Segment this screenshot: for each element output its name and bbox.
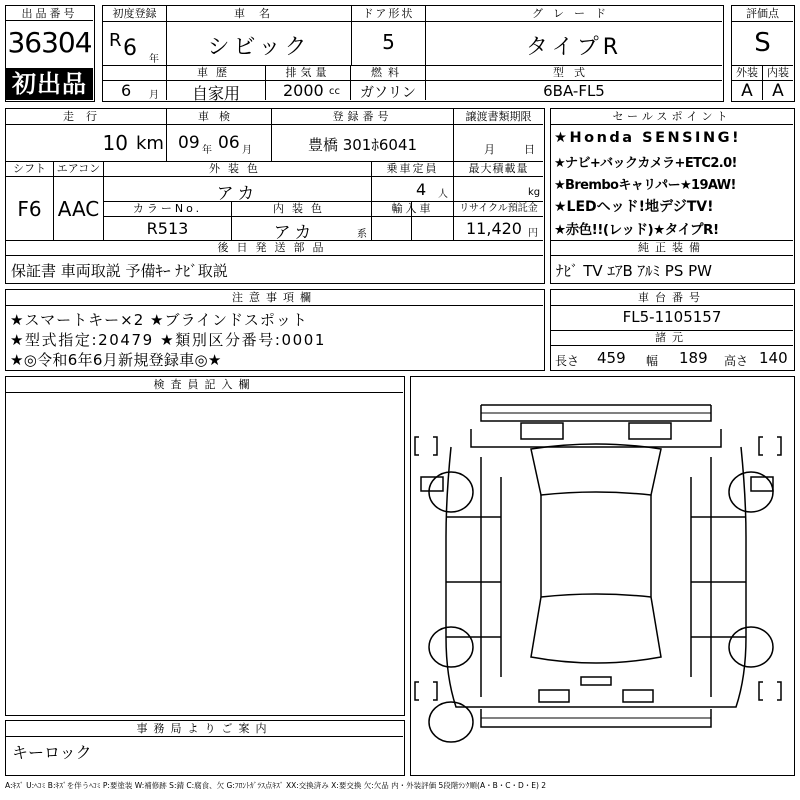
plate-label: 登録番号 — [332, 110, 393, 123]
ac: AAC — [57, 197, 100, 221]
recycle-fee: 11,420 — [466, 219, 522, 238]
width: 189 — [679, 349, 708, 367]
height: 140 — [759, 349, 788, 367]
exterior-label: 外装 — [736, 66, 758, 79]
plate: 豊橋 301ﾎ6041 — [307, 136, 418, 154]
score-label: 評価点 — [746, 7, 779, 20]
notes-label: 注意事項欄 — [232, 291, 317, 304]
notes-line-3: ★◎令和6年6月新規登録車◎★ — [10, 351, 222, 369]
lot-label: 出品番号 — [6, 6, 93, 21]
reg-year-unit: 年 — [149, 54, 159, 65]
chassis-number: FL5-1105157 — [622, 308, 722, 326]
sales-line-1: ★Honda SENSING! — [554, 130, 742, 146]
fuel: ガソリン — [360, 85, 416, 101]
chassis-label: 車台番号 — [638, 291, 706, 304]
doors-label: ドア形状 — [362, 7, 415, 20]
model-code: 6BA-FL5 — [543, 82, 605, 100]
later-parts-label: 後日発送部品 — [217, 241, 332, 254]
capacity: 4 — [416, 180, 427, 199]
shift-label: シフト — [13, 162, 46, 175]
transfer-day-unit: 日 — [524, 143, 535, 156]
ac-label: エアコン — [56, 162, 101, 175]
car-diagram-box — [410, 376, 795, 776]
height-label: 高さ — [724, 354, 749, 368]
car-name: シビック — [207, 35, 311, 60]
grade: タイプR — [525, 35, 623, 60]
chassis-box — [550, 289, 795, 371]
inspector-box — [5, 376, 405, 716]
inspection-label: 車検 — [198, 110, 240, 123]
equipment: ﾅﾋﾞ TV ｴｱB ｱﾙﾐ PS PW — [556, 262, 712, 280]
sales-points-box — [550, 108, 795, 284]
reg-year: 6 — [123, 36, 137, 61]
mileage-label: 走行 — [63, 110, 109, 123]
int-color: アカ — [273, 223, 316, 243]
mileage-unit: km — [136, 133, 164, 154]
score: S — [754, 28, 771, 58]
reg-month-unit: 月 — [149, 90, 159, 101]
reg-month: 6 — [121, 81, 132, 100]
inspection-year-unit: 年 — [202, 145, 212, 156]
lot-box — [5, 5, 95, 102]
vehicle-details-box — [5, 108, 545, 284]
era: R — [109, 30, 122, 51]
load-unit: kg — [528, 187, 541, 198]
transfer-label: 譲渡書類期限 — [465, 110, 532, 123]
score-box — [731, 5, 795, 102]
color-no-label: カラーNo. — [132, 202, 203, 215]
capacity-label: 乗車定員 — [386, 162, 439, 175]
history-label: 車歴 — [197, 66, 235, 79]
sales-line-5: ★赤色!!(レッド)★タイプR! — [554, 222, 719, 238]
int-color-label: 内装色 — [273, 202, 330, 215]
sales-line-2: ★ナビ+バックカメラ+ETC2.0! — [554, 156, 737, 171]
import-label: 輸入車 — [391, 202, 434, 215]
exterior-grade: A — [741, 81, 753, 101]
model-code-label: 型式 — [553, 66, 595, 79]
car-diagram — [411, 377, 793, 774]
int-color-unit: 系 — [357, 229, 367, 240]
notes-box — [5, 289, 545, 371]
first-reg-label: 初度登録 — [112, 7, 157, 20]
lot-number: 36304 — [7, 26, 92, 59]
car-name-label: 車名 — [234, 7, 284, 20]
width-label: 幅 — [646, 354, 659, 368]
office-label: 事務局よりご案内 — [136, 722, 273, 735]
ext-color: アカ — [216, 184, 259, 204]
inspection-month: 06 — [218, 133, 240, 153]
later-parts: 保証書 車両取説 予備ｷｰ ﾅﾋﾞ取説 — [11, 262, 228, 280]
load-label: 最大積載量 — [468, 162, 529, 175]
ext-color-label: 外装色 — [209, 162, 266, 175]
color-no: R513 — [146, 219, 189, 238]
fuel-label: 燃料 — [371, 66, 405, 79]
inspector-label: 検査員記入欄 — [153, 378, 256, 391]
capacity-unit: 人 — [438, 189, 448, 200]
sales-line-3: ★Bremboキャリパー★19AW! — [554, 178, 736, 193]
doors: 5 — [382, 30, 395, 54]
inspection-year: 09 — [178, 133, 200, 153]
first-listing-text: 初出品 — [12, 70, 87, 98]
inspection-month-unit: 月 — [242, 145, 252, 156]
interior-label: 内装 — [767, 66, 789, 79]
length: 459 — [597, 349, 626, 367]
sales-line-4: ★LEDヘッド!地デジTV! — [554, 199, 714, 215]
notes-line-1: ★スマートキー×2 ★ブラインドスポット — [10, 311, 308, 329]
interior-grade: A — [772, 81, 784, 101]
sales-label: セールスポイント — [612, 110, 732, 123]
top-info-box — [102, 5, 724, 102]
displacement-unit: cc — [329, 86, 340, 97]
equipment-label: 純正装備 — [638, 241, 706, 254]
office-box — [5, 720, 405, 776]
displacement-label: 排気量 — [285, 66, 331, 79]
recycle-unit: 円 — [528, 228, 538, 239]
shift: F6 — [17, 197, 42, 221]
displacement: 2000 — [283, 81, 324, 100]
notes-line-2: ★型式指定:20479 ★類別区分番号:0001 — [10, 331, 327, 349]
dims-label: 諸元 — [655, 331, 689, 344]
mileage: 10 — [102, 131, 128, 155]
length-label: 長さ — [555, 354, 580, 368]
office-text: キーロック — [12, 743, 92, 762]
history: 自家用 — [191, 84, 240, 103]
grade-label: グレード — [532, 7, 616, 20]
recycle-label: リサイクル預託金 — [459, 203, 538, 214]
legend: A:ｷｽﾞ U:ﾍｺﾐ B:ｷｽﾞを伴うﾍｺﾐ P:要塗装 W:補修跡 S:錆 C:腐食、欠 G:ﾌﾛﾝﾄｶﾞﾗｽ点ｷｽﾞ XX:交換済み X:要交換 欠:欠品 内・外装評価 5段階ﾗﾝｸ順(A・B・C・D・E) 2 — [5, 781, 547, 790]
transfer-month-unit: 月 — [484, 143, 495, 156]
